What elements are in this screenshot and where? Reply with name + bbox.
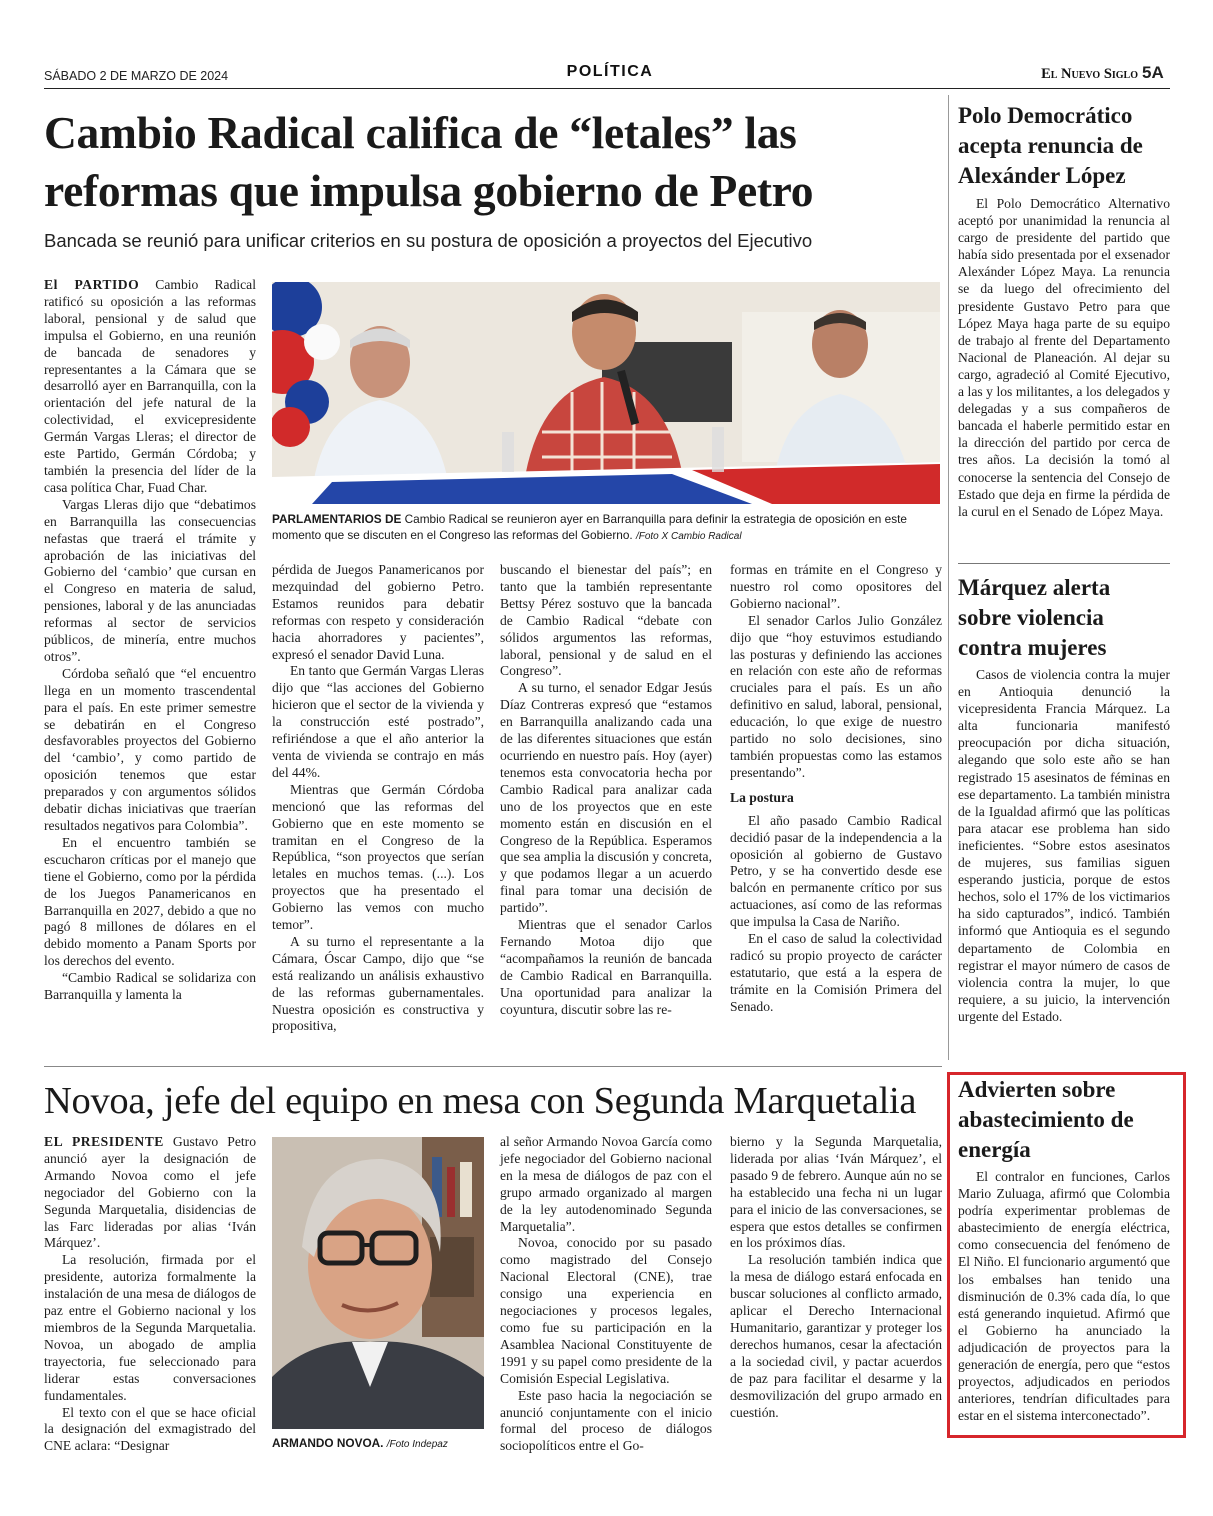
- polo-headline: Polo Democrático acepta renuncia de Alexánder López: [958, 103, 1143, 188]
- header-rule: [44, 88, 1170, 89]
- meeting-photo: [272, 282, 940, 504]
- novoa-photo-caption: [272, 1435, 484, 1453]
- novoa-paragraph: Gustavo Petro anunció ayer la designación de Armando Novoa como el jefe negociador del Gobierno con la Segunda Marquetalia, disidencias de las Farc lideradas por alias ‘Iván Márquez’.: [44, 1134, 256, 1251]
- main-paragraph: pérdida de Juegos Panamericanos por mezquindad del gobierno Petro. Estamos reunidos para debatir reformas con respeto y consideración hacia ahorradores y pacientes”, expresó el senador David Luna.: [272, 562, 484, 662]
- marquez-paragraph: Casos de violencia contra la mujer en Antioquia denunció la vicepresidenta Francia Márquez. La alta funcionaria manifestó preocupación por dicha situación, alegando que solo este año se han registrado 15 asesinatos de féminas en ese departamento. La también ministra de la Igualdad afirmó que las políticas para atacar ese problema han sido ineficientes. “Sobre estos asesinatos de mujeres, sus familias siguen esperando justicia, porque de estos hechos, solo el 17% de los victimarios ha sido capturados”, indicó. También informó que Antioquia es el segundo departamento de Colombia en registrar el mayor número de casos de violencia contra la mujer, lo que requiere, a su juicio, la intervención urgente del Estado.: [958, 667, 1170, 1024]
- main-paragraph: A su turno el representante a la Cámara, Óscar Campo, dijo que “se está realizando un análisis exhaustivo de las reformas gubernamentales. Nuestra oposición es constructiva y propositiva,: [272, 933, 484, 1034]
- page-number: 5A: [1142, 63, 1164, 82]
- novoa-col-1: [44, 1134, 256, 1455]
- novoa-paragraph: El texto con el que se hace oficial la designación del exmagistrado del CNE aclara: “Designar: [44, 1404, 256, 1454]
- novoa-photo: [272, 1137, 484, 1429]
- main-col-3: [500, 562, 712, 1018]
- novoa-col-4: [730, 1134, 942, 1421]
- section-name: POLÍTICA: [566, 63, 654, 80]
- main-paragraph: A su turno, el senador Edgar Jesús Díaz Contreras expresó que “estamos en Barranquilla analizando cada una de las diferentes situaciones que están ocurriendo en nuestro país. Hoy (ayer) tenemos esta convocatoria hecha por Cambio Radical para analizar cada uno de los proyectos que en este momento están en discusión en el Congreso de la República. Esperamos que sea amplia la discusión y concreta, y que podamos llegar a un acuerdo final para tomar una decisión de partido”.: [500, 680, 712, 916]
- novoa-paragraph: Novoa, conocido por su pasado como magistrado del Consejo Nacional Electoral (CNE), trae consigo una experiencia en negociaciones y procesos legales, como fue su participación en la Asamblea Nacional Constituyente de 1991 y su papel como presidente de la Comisión Especial Legislativa.: [500, 1235, 712, 1386]
- energia-headline: Advierten sobre abastecimiento de energía: [958, 1077, 1134, 1162]
- main-col-1: [44, 277, 256, 1004]
- main-paragraph: En el caso de salud la colectividad radicó su propio proyecto de carácter estatutario, que está a la espera de trámite en la Comisión Primera del Senado.: [730, 931, 942, 1014]
- novoa-photo-credit: /Foto Indepaz: [386, 1439, 448, 1450]
- main-paragraph: El año pasado Cambio Radical decidió pasar de la independencia a la oposición al gobierno de Gustavo Petro, y se ha convertido desde ese balcón en permanente crítico por sus actuaciones, así como de las reformas que impulsa la Casa de Nariño.: [730, 812, 942, 930]
- main-col-4: [730, 562, 942, 1016]
- polo-paragraph: El Polo Democrático Alternativo aceptó por unanimidad la renuncia al cargo de presidente del partido que había sido presentada por el exsenador Alexánder López Maya. La renuncia se da luego del ofrecimiento del presidente Gustavo Petro para que López Maya haga parte de su equipo de trabajo al frente del Departamento Nacional de Planeación. Al dejar su cargo, agradeció al Comité Ejecutivo, a las y los militantes, a los delegados y delegadas y a sus compañeros de bancada el haberle permitido estar en la dirección del partido por cerca de tres años. La decisión la tomó al conocerse la sentencia del Consejo de Estado que deja en firme la pérdida de la curul en el Senado de López Maya.: [958, 196, 1170, 519]
- article-divider: [44, 1066, 942, 1067]
- main-col-2: [272, 562, 484, 1035]
- novoa-paragraph: Este paso hacia la negociación se anunció conjuntamente con el inicio formal del proceso de diálogos sociopolíticos entre el Go-: [500, 1387, 712, 1454]
- novoa-lead-word: EL PRESIDENTE: [44, 1134, 164, 1149]
- main-paragraph: Mientras que el senador Carlos Fernando Motoa dijo que “acompañamos la reunión de bancada de Cambio Radical en Barranquilla. Una oportunidad para analizar la coyuntura, discutir sobre las re-: [500, 917, 712, 1017]
- caption-text: Cambio Radical se reunieron ayer en Barranquilla para definir la estrategia de oposición en este momento que se discuten en el Congreso las reformas del Gobierno.: [272, 512, 907, 542]
- novoa-paragraph: La resolución, firmada por el presidente, autoriza formalmente la instalación de una mesa de diálogos de paz entre el Gobierno nacional y los miembros de la Segunda Marquetalia. Novoa, un abogado de amplia trayectoria, fue seleccionado para liderar estas conversaciones fundamentales.: [44, 1252, 256, 1403]
- newspaper-name: El Nuevo Siglo: [1041, 66, 1138, 82]
- novoa-col-3: [500, 1134, 712, 1455]
- main-paragraph: Vargas Lleras dijo que “debatimos en Barranquilla las consecuencias nefastas que traerá el trámite y aprobación de las iniciativas del Gobierno del ‘cambio’ que cursan en el Congreso en materia de salud, pensiones, laboral y de las anunciadas reformas al sector de servicios públicos, de minería, entre muchos otros”.: [44, 496, 256, 664]
- marquez-body: [958, 666, 1170, 1025]
- main-paragraph: Mientras que Germán Córdoba mencionó que las reformas del Gobierno que en este momento se tramitan en el Congreso de la República, “son proyectos que serían letales en muchos temas. (...). Los proyectos que ha presentado el Gobierno las vemos con mucho temor”.: [272, 781, 484, 933]
- sidebar-divider: [948, 95, 949, 1060]
- main-paragraph: En tanto que Germán Vargas Lleras dijo que “las acciones del Gobierno hicieron que el sector de la vivienda y la construcción esté postrado”, refiriéndose a que el año anterior la venta de vivienda se contrajo en más del 44%.: [272, 663, 484, 780]
- novoa-headline: Novoa, jefe del equipo en mesa con Segunda Marquetalia: [44, 1080, 917, 1122]
- main-lead-word: El PARTIDO: [44, 277, 140, 292]
- main-paragraph: Cambio Radical ratificó su oposición a las reformas laboral, pensional y de salud que impulsa el Gobierno, en una reunión de bancada de senadores y representantes a la Cámara que se desarrolló ayer en Barranquilla, con la orientación del jefe natural de la colectividad, el exvicepresidente Germán Vargas Lleras; el director de este Partido, Germán Córdoba; y también la presencia del líder de la casa política Char, Fuad Char.: [44, 277, 256, 495]
- novoa-paragraph: al señor Armando Novoa García como jefe negociador del Gobierno nacional en la mesa de diálogos de paz con el grupo armado organizado al margen de la ley autodenominado Segunda Marquetalia”.: [500, 1134, 712, 1234]
- novoa-paragraph: bierno y la Segunda Marquetalia, liderada por alias ‘Iván Márquez’, el pasado 9 de febrero. Aunque aún no se ha establecido una fecha ni un lugar para el inicio de las conversaciones, se espera que estos detalles se confirmen en los próximos días.: [730, 1134, 942, 1251]
- meeting-photo-caption: [272, 511, 940, 545]
- marquez-headline: Márquez alerta sobre violencia contra mujeres: [958, 575, 1111, 660]
- main-headline: Cambio Radical califica de “letales” las reformas que impulsa gobierno de Petro: [44, 107, 814, 216]
- novoa-paragraph: La resolución también indica que la mesa de diálogo estará enfocada en buscar soluciones al conflicto armado, aplicar el Derecho Internacional Humanitario, garantizar y proteger los derechos humanos, cesar la afectación a la sociedad civil, y pactar acuerdos de paz para facilitar el desarme y la desmovilización del grupo armado en cuestión.: [730, 1252, 942, 1420]
- novoa-portrait: [272, 1137, 484, 1429]
- photo-credit: /Foto X Cambio Radical: [635, 531, 742, 542]
- sidebar-rule: [958, 563, 1170, 564]
- meeting-photo-illustration: [272, 282, 940, 504]
- main-paragraph: formas en trámite en el Congreso y nuestro rol como opositores del Gobierno nacional”.: [730, 562, 942, 611]
- main-subtitle: Bancada se reunió para unificar criterios en su postura de oposición a proyectos del Ejecutivo: [44, 230, 813, 251]
- main-paragraph: En el encuentro también se escucharon críticas por el manejo que tiene el Gobierno, como por la pérdida de los Juegos Panamericanos en Barranquilla en 2027, debido a que no pagó 8 millones de dólares en el debido momento a Panam Sports por los derechos del evento.: [44, 834, 256, 969]
- polo-body: [958, 195, 1170, 520]
- section-subhead: La postura: [730, 789, 794, 805]
- main-paragraph: El senador Carlos Julio González dijo que “hoy estuvimos estudiando las posturas y definiendo las acciones en relación con este año de reformas cruciales para el país. Es un año definitivo en salud, laboral, pensional, educación, lo que exige de nuestro partido no solo decisiones, sino también propuestas como las estamos presentando”.: [730, 612, 942, 780]
- novoa-caption-lead: ARMANDO NOVOA.: [272, 1436, 384, 1450]
- energia-paragraph: El contralor en funciones, Carlos Mario Zuluaga, afirmó que Colombia podría experimentar problemas de abastecimiento de energía eléctrica, como consecuencia del fenómeno de El Niño. El funcionario argumentó que los embalses han tenido una disminución de 0.3% cada día, lo que está generando inquietud. Afirmó que el Gobierno ha anunciado la adjudicación de proyectos para la generación de energía, pero que “estos proyectos, adjudicados en periodos anteriores, tendrían dificultades para estar en el sistema interconectado”.: [958, 1169, 1170, 1424]
- header-date: SÁBADO 2 DE MARZO DE 2024: [44, 69, 229, 83]
- main-paragraph: Córdoba señaló que “el encuentro llega en un momento trascendental para el país. En este primer semestre se debatirán en el Congreso desfavorables proyectos del Gobierno del ‘cambio’, y como partido de oposición tenemos que estar preparados y con argumentos sólidos debatir dichas iniciativas que traerían resultados negativos para Colombia”.: [44, 665, 256, 833]
- caption-lead: PARLAMENTARIOS DE: [272, 512, 402, 526]
- energia-body: [958, 1168, 1170, 1424]
- main-paragraph: buscando el bienestar del país”; en tanto que la también representante Bettsy Pérez sostuvo que la bancada de Cambio Radical “debate con sólidos argumentos las reformas, laboral, pensional y de salud en el Congreso”.: [500, 562, 712, 679]
- main-paragraph: “Cambio Radical se solidariza con Barranquilla y lamenta la: [44, 970, 256, 1003]
